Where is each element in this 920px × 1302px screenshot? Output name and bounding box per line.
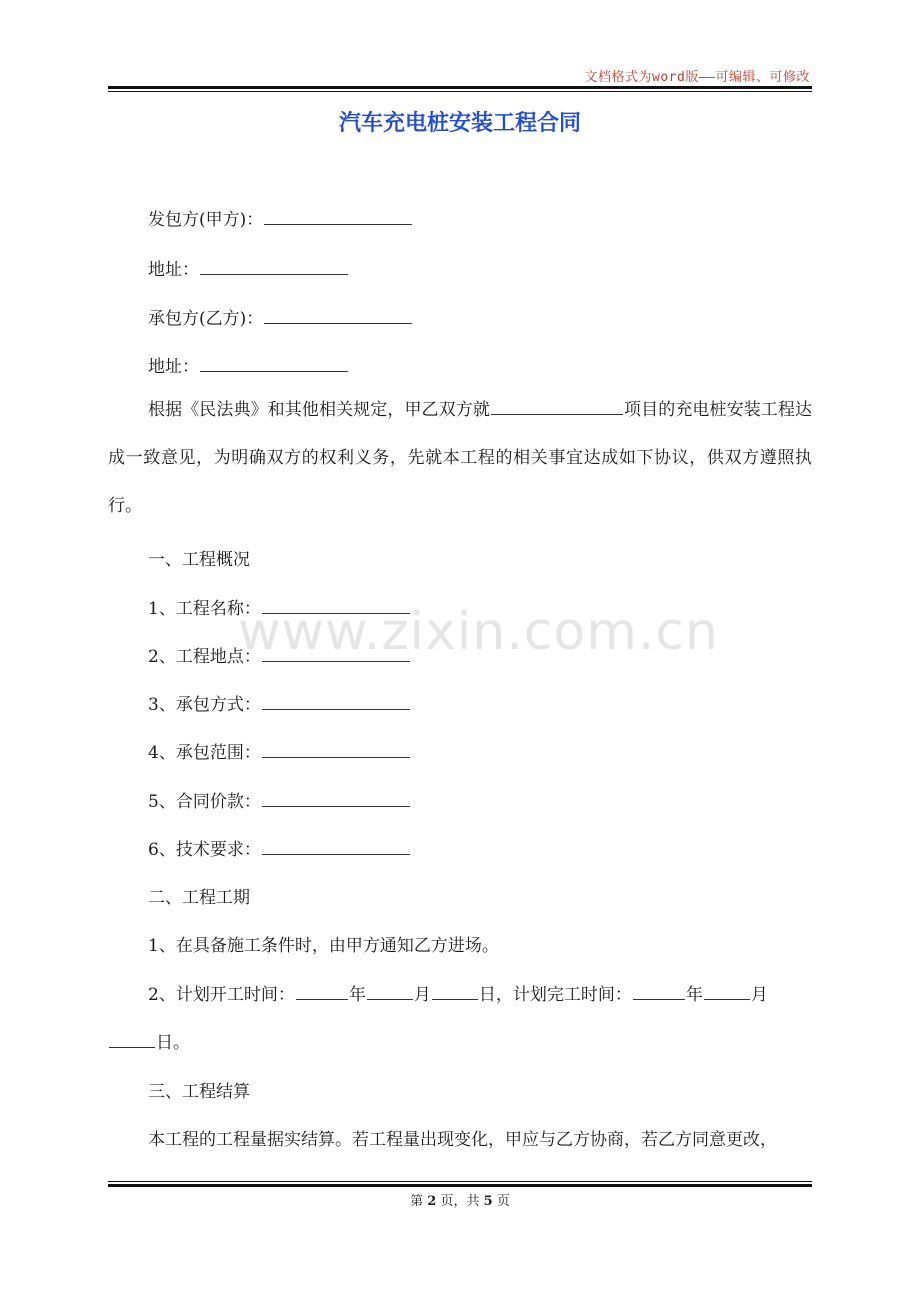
month-text: 月	[750, 985, 768, 1005]
section1-item	[148, 690, 411, 715]
item-blank	[262, 597, 410, 614]
page-mid: 页，共	[440, 1194, 480, 1209]
item-label-contract-method: 3、承包方式：	[148, 695, 261, 715]
day-end-text: 日。	[156, 1033, 190, 1053]
section1-item	[148, 594, 411, 619]
end-day-blank	[109, 1031, 155, 1048]
page-suffix: 页	[496, 1194, 510, 1209]
month-text: 月	[413, 985, 431, 1005]
project-name-blank	[491, 398, 623, 415]
section1-item	[148, 738, 411, 763]
page-prefix: 第	[410, 1194, 424, 1209]
end-month-blank	[704, 983, 750, 1000]
contractor-blank	[264, 307, 412, 324]
address2-label: 地址：	[148, 357, 199, 377]
section2-heading: 二、工程工期	[148, 888, 250, 908]
item-label-technical-requirements: 6、技术要求：	[148, 840, 261, 860]
employer-blank	[264, 208, 412, 225]
contractor-line	[148, 304, 413, 329]
contractor-label: 承包方(乙方)：	[148, 309, 264, 329]
year-text: 年	[348, 985, 366, 1005]
year-text: 年	[685, 985, 703, 1005]
current-page: 2	[427, 1194, 437, 1209]
address2-blank	[200, 355, 348, 372]
page-number	[0, 1190, 920, 1209]
intro-paragraph	[108, 386, 812, 530]
section1-item	[148, 787, 411, 812]
header-rule-thin	[108, 91, 812, 92]
item-label-project-site: 2、工程地点：	[148, 647, 261, 667]
section1-item	[148, 642, 411, 667]
schedule-line-wrap	[108, 1028, 190, 1053]
end-label: 计划完工时间：	[512, 985, 632, 1005]
footer-rule-thick	[108, 1184, 812, 1187]
start-day-blank	[432, 983, 478, 1000]
section1-heading: 一、工程概况	[148, 550, 250, 570]
address2-line	[148, 352, 349, 377]
start-month-blank	[367, 983, 413, 1000]
item-label-contract-scope: 4、承包范围：	[148, 743, 261, 763]
document-title: 汽车充电桩安装工程合同	[338, 111, 581, 136]
item-label-project-name: 1、工程名称：	[148, 599, 261, 619]
employer-label: 发包方(甲方)：	[148, 210, 264, 230]
header-rule-thick	[108, 86, 812, 89]
section3-text: 本工程的工程量据实结算。若工程量出现变化，甲应与乙方协商，若乙方同意更改，	[148, 1130, 777, 1150]
watermark: www.zixin.com.cn	[238, 602, 719, 662]
address1-line	[148, 255, 349, 280]
intro-text-2: 项目的充电桩安装工程达成一致意见，为明确双方的权利义务，先就本工程的相关事宜达成如下协议，供双方遵照执行。	[108, 400, 813, 516]
day-text: 日，	[478, 985, 513, 1005]
footer-rule-thin	[108, 1181, 812, 1182]
schedule-line	[148, 980, 768, 1005]
section3-heading: 三、工程结算	[148, 1082, 250, 1102]
header-note: 文档格式为word版——可编辑、可修改	[584, 70, 810, 85]
employer-line	[148, 205, 413, 230]
total-pages: 5	[483, 1194, 493, 1209]
section2-item-1: 1、在具备施工条件时，由甲方通知乙方进场。	[148, 936, 499, 956]
section1-item	[148, 835, 411, 860]
item-blank	[262, 741, 410, 758]
item-blank	[262, 693, 410, 710]
start-year-blank	[296, 983, 348, 1000]
item-blank	[262, 790, 410, 807]
item-label-contract-price: 5、合同价款：	[148, 792, 261, 812]
address1-label: 地址：	[148, 260, 199, 280]
end-year-blank	[633, 983, 685, 1000]
item-blank	[262, 838, 410, 855]
start-label: 2、计划开工时间：	[148, 985, 295, 1005]
item-blank	[262, 645, 410, 662]
intro-text-1: 根据《民法典》和其他相关规定，甲乙双方就	[148, 400, 490, 420]
address1-blank	[200, 258, 348, 275]
